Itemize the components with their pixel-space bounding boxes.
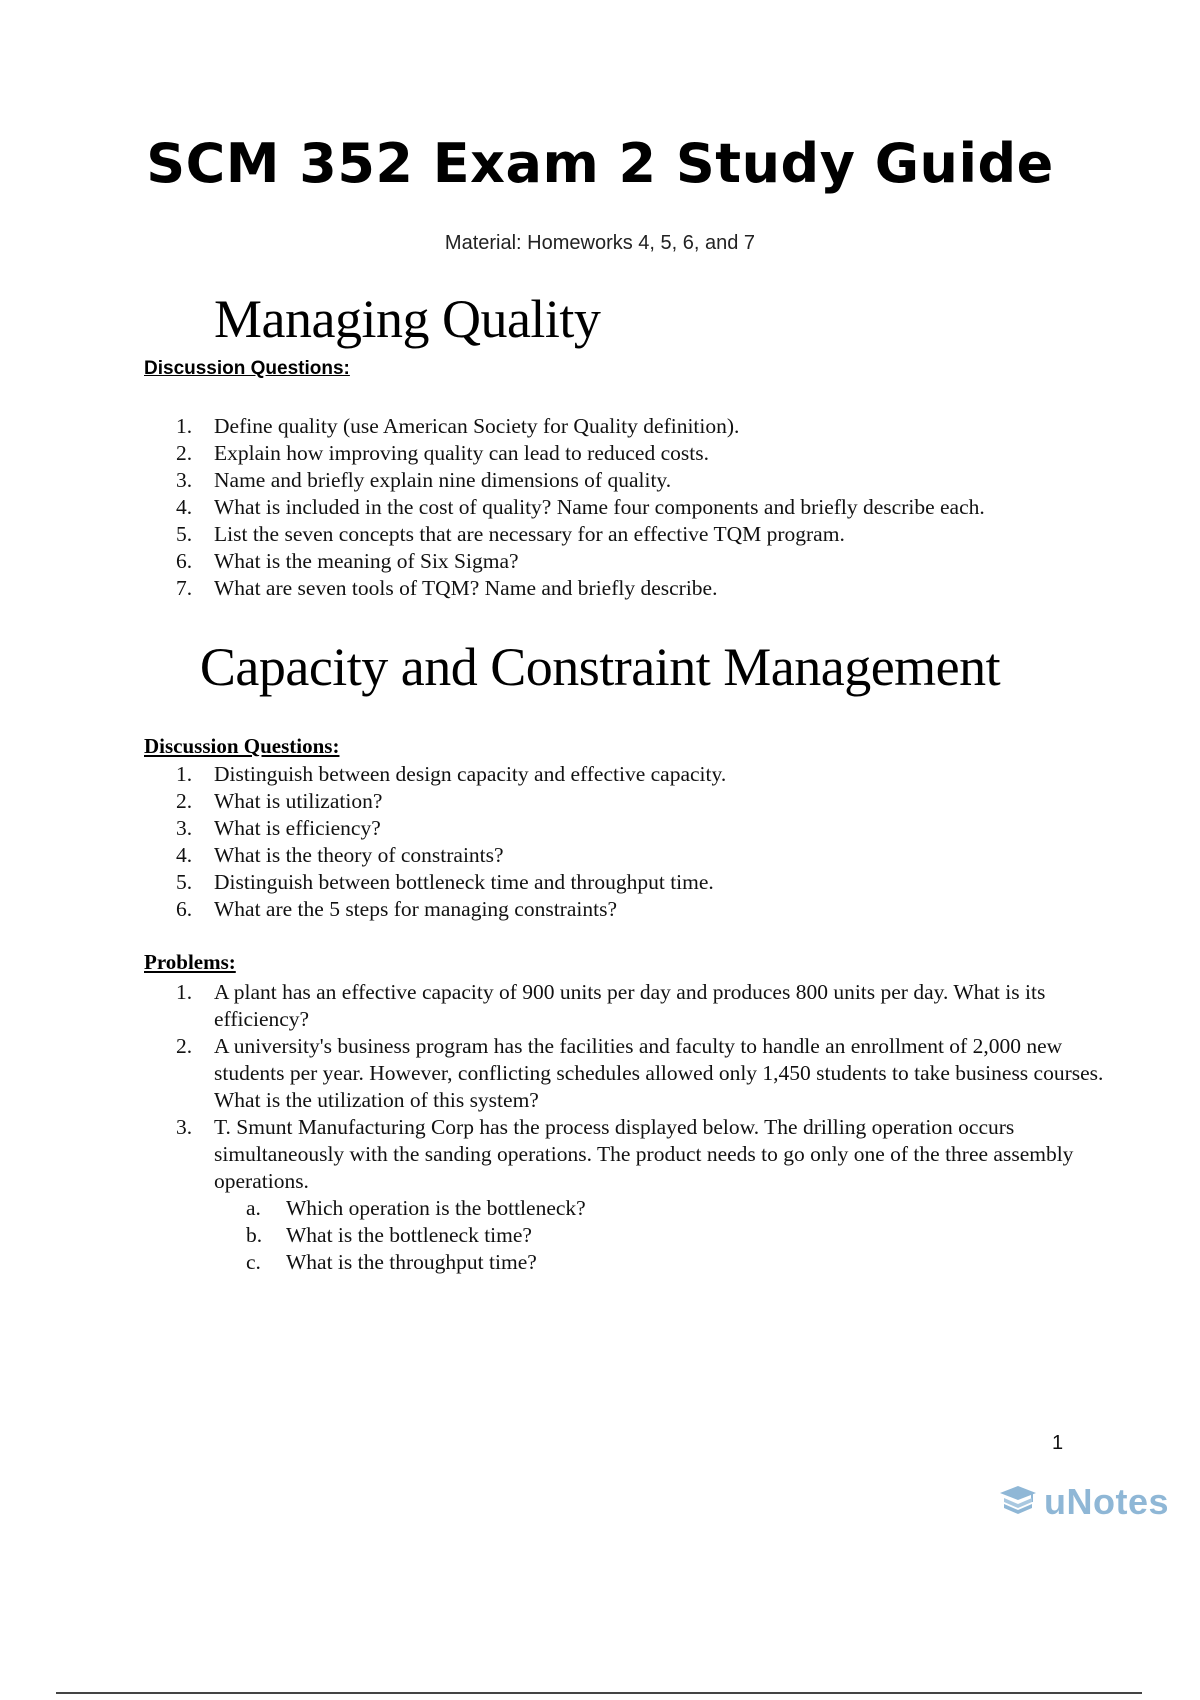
quality-questions-list bbox=[144, 413, 1134, 602]
list-item: b. What is the bottleneck time? bbox=[246, 1223, 532, 1247]
page-number: 1 bbox=[1052, 1432, 1064, 1454]
list-item: c. What is the throughput time? bbox=[246, 1250, 537, 1274]
list-item: 2. A university's business program has the facilities and faculty to handle an enrollment of 2,000 new students per year. However, conflicting schedules allowed only 1,450 students to take business courses. What is the utilization of this system? bbox=[176, 1034, 1104, 1112]
discussion-questions-label: Discussion Questions: bbox=[144, 734, 340, 758]
capacity-questions-list bbox=[144, 761, 1134, 923]
problems-label: Problems: bbox=[144, 950, 236, 974]
list-item: 6. What are the 5 steps for managing constraints? bbox=[176, 897, 617, 921]
list-item: 2. What is utilization? bbox=[176, 789, 383, 813]
sub-questions-list bbox=[214, 1195, 1134, 1276]
document-subtitle: Material: Homeworks 4, 5, 6, and 7 bbox=[444, 232, 756, 254]
list-item: 4. What is the theory of constraints? bbox=[176, 843, 504, 867]
list-item: 1. Distinguish between design capacity and effective capacity. bbox=[176, 762, 727, 786]
logo-text: uNotes bbox=[1044, 1481, 1170, 1522]
list-item: 7. What are seven tools of TQM? Name and briefly describe. bbox=[176, 576, 718, 600]
unotes-logo bbox=[998, 1481, 1169, 1523]
section-heading-capacity: Capacity and Constraint Management bbox=[199, 637, 1001, 697]
list-item: 1. Define quality (use American Society for Quality definition). bbox=[176, 414, 740, 438]
list-item: a. Which operation is the bottleneck? bbox=[246, 1196, 586, 1220]
list-item: 3. What is efficiency? bbox=[176, 816, 381, 840]
list-item: 4. What is included in the cost of quality? Name four components and briefly describe each. bbox=[176, 495, 985, 519]
list-item: 3. Name and briefly explain nine dimensions of quality. bbox=[176, 468, 672, 492]
section-heading-managing-quality: Managing Quality bbox=[214, 289, 601, 349]
list-item: 1. A plant has an effective capacity of 900 units per day and produces 800 units per day. What is its efficiency? bbox=[176, 980, 1046, 1031]
document-title: SCM 352 Exam 2 Study Guide bbox=[146, 132, 1054, 195]
problems-list bbox=[144, 979, 1134, 1276]
list-item: 2. Explain how improving quality can lead to reduced costs. bbox=[176, 441, 709, 465]
bottom-divider bbox=[56, 1692, 1142, 1694]
list-item: 5. List the seven concepts that are necessary for an effective TQM program. bbox=[176, 522, 845, 546]
graduation-cap-books-icon bbox=[998, 1484, 1038, 1521]
discussion-questions-label: Discussion Questions: bbox=[144, 358, 350, 379]
list-item: 6. What is the meaning of Six Sigma? bbox=[176, 549, 519, 573]
list-item: 5. Distinguish between bottleneck time and throughput time. bbox=[176, 870, 714, 894]
list-item: 3. T. Smunt Manufacturing Corp has the process displayed below. The drilling operation occurs simultaneously with the sanding operations. The product needs to go only one of the three assembly operations. a. Which operation is the bottleneck? b. What is the bottleneck time? c. What is the throughput time? bbox=[144, 1114, 1134, 1276]
